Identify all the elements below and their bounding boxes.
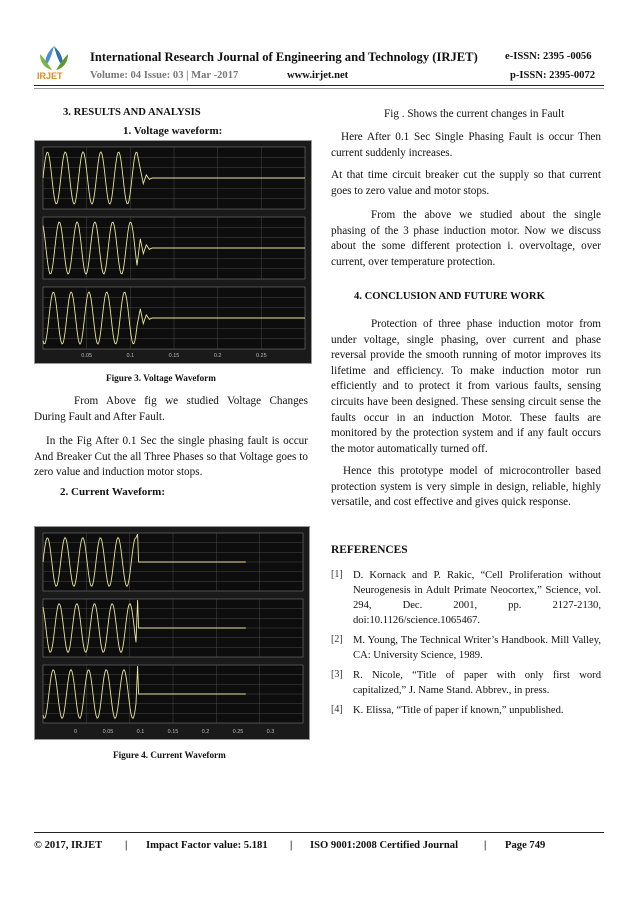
footer-separator: | xyxy=(290,840,293,851)
voltage-waveform-figure xyxy=(34,140,312,364)
x-tick-label: 0.1 xyxy=(126,353,135,359)
references-heading: REFERENCES xyxy=(331,544,408,556)
reference-number: [3] xyxy=(331,669,343,680)
footer-page: Page 749 xyxy=(505,840,546,851)
figure4-caption: Figure 4. Current Waveform xyxy=(113,750,226,760)
figure3-caption: Figure 3. Voltage Waveform xyxy=(106,373,216,383)
section3-heading: 3. RESULTS AND ANALYSIS xyxy=(63,107,201,118)
journal-title: International Research Journal of Engineering and Technology (IRJET) xyxy=(90,50,478,64)
x-tick-label: 0.05 xyxy=(102,729,114,735)
reference-text: D. Kornack and P. Rakic, “Cell Proliferation without Neurogenesis in Adult Primate Neocortex,” Science, vol. 294, Dec. 2001, pp. 2127-2130, doi:10.1126/science.1065467. xyxy=(353,570,601,626)
right-para-5: Hence this prototype model of microcontroller based protection system is very simple in design, reliable, highly versatile, and cost effective and gives quick response. xyxy=(331,465,601,509)
reference-text: K. Elissa, “Title of paper if known,” unpublished. xyxy=(353,705,564,716)
footer-separator: | xyxy=(484,840,487,851)
x-tick-label: 0.2 xyxy=(213,353,222,359)
x-tick-label: 0.2 xyxy=(201,729,210,735)
reference-text: M. Young, The Technical Writer’s Handbook. Mill Valley, CA: University Science, 1989. xyxy=(353,635,601,661)
para-voltage-1: From Above fig we studied Voltage Changes During Fault and After Fault. xyxy=(34,395,308,423)
reference-text: R. Nicole, “Title of paper with only first word capitalized,” J. Name Stand. Abbrev., in press. xyxy=(353,670,601,696)
x-tick-label: 0.1 xyxy=(136,729,145,735)
x-tick-label: 0.15 xyxy=(168,353,180,359)
logo-text: IRJET xyxy=(37,71,63,81)
reference-item xyxy=(331,668,601,698)
header-divider-thin xyxy=(34,88,604,89)
x-tick-label: 0.25 xyxy=(255,353,267,359)
right-para-4: Protection of three phase induction motor from under voltage, single phasing, over current and phase reversal provide the smooth running of motor improves its lifetime and efficiency. To make induction motor run efficiently and to protect it from various faults, sensing circuits have been designed. These sensing circuit sense the faults occur in an induction Motor. These faults are monitored by the protection system and if any fault occurs the motor automatically turned off. xyxy=(331,318,601,455)
reference-item xyxy=(331,568,601,628)
current-panels xyxy=(43,533,303,723)
current-waveform-figure xyxy=(34,526,310,740)
x-tick-label: 0 xyxy=(73,729,78,735)
reference-number: [1] xyxy=(331,569,343,580)
reference-item xyxy=(331,633,601,663)
x-tick-label: 0.15 xyxy=(167,729,179,735)
header-divider xyxy=(34,85,604,86)
right-para-3: From the above we studied about the single phasing of the 3 phase induction motor. Now we discuss about the some different protection i. overvoltage, over current, over temperature protection. xyxy=(331,209,601,268)
right-para-1: Here After 0.1 Sec Single Phasing Fault is occur Then current suddenly increases. xyxy=(331,131,601,159)
reference-item xyxy=(331,703,601,718)
reference-list xyxy=(331,568,601,723)
footer-divider xyxy=(34,832,604,833)
footer-iso: ISO 9001:2008 Certified Journal xyxy=(310,840,459,851)
reference-number: [4] xyxy=(331,704,343,715)
current-subheading: 2. Current Waveform: xyxy=(60,486,165,498)
section4-heading: 4. CONCLUSION AND FUTURE WORK xyxy=(354,291,545,302)
reference-number: [2] xyxy=(331,634,343,645)
fig-note: Fig . Shows the current changes in Fault xyxy=(384,108,565,120)
para-voltage-2: In the Fig After 0.1 Sec the single phasing fault is occur And Breaker Cut the all Three Phases so that Voltage goes to zero value and induction motor stops. xyxy=(34,435,308,479)
volume-issue: Volume: 04 Issue: 03 | Mar -2017 xyxy=(90,70,239,81)
p-issn: p-ISSN: 2395-0072 xyxy=(510,70,596,81)
x-tick-label: 0.25 xyxy=(232,729,244,735)
voltage-subheading: 1. Voltage waveform: xyxy=(123,125,223,137)
footer-copyright: © 2017, IRJET xyxy=(34,840,103,851)
voltage-panels xyxy=(43,147,305,349)
e-issn: e-ISSN: 2395 -0056 xyxy=(505,51,592,62)
right-para-2: At that time circuit breaker cut the supply so that current goes to zero value and motor stops. xyxy=(331,169,601,197)
x-tick-label: 0.05 xyxy=(81,353,93,359)
footer-separator: | xyxy=(125,840,128,851)
footer-impact-factor: Impact Factor value: 5.181 xyxy=(146,840,268,851)
website-link[interactable]: www.irjet.net xyxy=(287,70,349,81)
x-tick-label: 0.3 xyxy=(266,729,275,735)
